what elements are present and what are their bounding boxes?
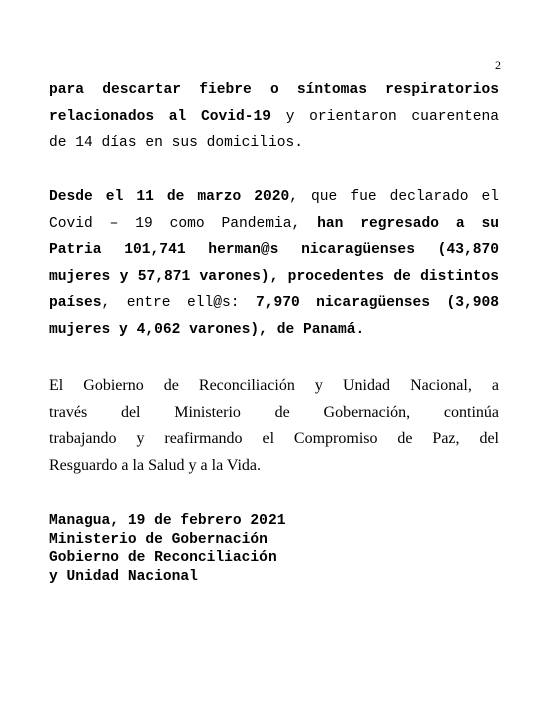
paragraph-2-line-6: mujeres y 4,062 varones), de Panamá. bbox=[49, 321, 365, 338]
paragraph-3 bbox=[49, 373, 499, 479]
paragraph-1-line-1 bbox=[49, 77, 499, 104]
p1-bold-1b: relacionados al Covid-19 bbox=[49, 108, 272, 125]
paragraph-3-line-4: Resguardo a la Salud y a la Vida. bbox=[49, 456, 262, 474]
paragraph-1-line-3: de 14 días en sus domicilios. bbox=[49, 135, 303, 151]
signature-unity: y Unidad Nacional bbox=[49, 568, 198, 585]
signature-block bbox=[49, 512, 285, 586]
paragraph-1 bbox=[49, 77, 499, 157]
paragraph-2-line-4: mujeres y 57,871 varones), procedentes de distintos bbox=[49, 268, 499, 285]
signature-date: Managua, 19 de febrero 2021 bbox=[49, 513, 286, 529]
paragraph-2 bbox=[49, 184, 499, 343]
paragraph-3-line-2: través del Ministerio de Gobernación, continúa bbox=[49, 403, 499, 421]
p1-bold-1a: para descartar fiebre o síntomas respiratorios bbox=[49, 82, 499, 98]
signature-government: Gobierno de Reconciliación bbox=[49, 550, 277, 566]
paragraph-2-line-3: Patria 101,741 herman@s nicaragüenses (43,870 bbox=[49, 242, 499, 258]
paragraph-1-line-2: relacionados al Covid-19 y orientaron cuarentena bbox=[49, 108, 500, 125]
paragraph-3-line-3: trabajando y reafirmando el Compromiso de Paz, del bbox=[49, 430, 499, 447]
page-number: 2 bbox=[495, 58, 501, 72]
signature-ministry: Ministerio de Gobernación bbox=[49, 531, 268, 548]
paragraph-2-line-5: países, entre ell@s: 7,970 nicaragüenses (3,908 bbox=[49, 295, 499, 311]
paragraph-3-line-1: El Gobierno de Reconciliación y Unidad Nacional, a bbox=[49, 377, 499, 394]
paragraph-2-line-2: Covid – 19 como Pandemia, han regresado a su bbox=[49, 215, 500, 232]
paragraph-2-line-1: Desde el 11 de marzo 2020, que fue declarado el bbox=[49, 189, 499, 205]
